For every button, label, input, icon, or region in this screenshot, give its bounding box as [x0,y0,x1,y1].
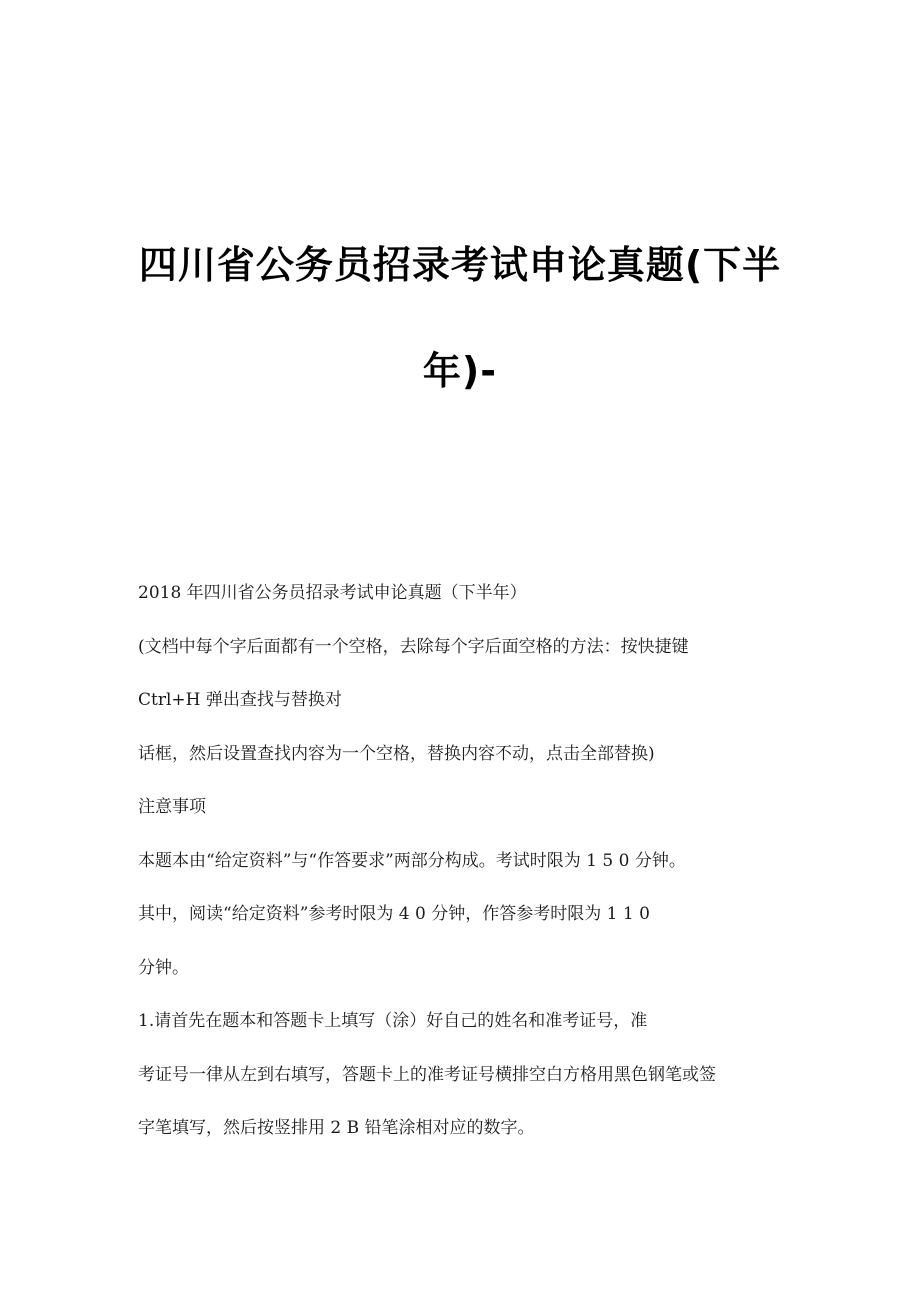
paragraph-rule-1-end: 字笔填写，然后按竖排用 2 B 铅笔涂相对应的数字。 [138,1118,535,1138]
paragraph-note-instructions: 话框，然后设置查找内容为一个空格，替换内容不动，点击全部替换) [138,743,655,764]
document-title-line-2: 年)- [422,349,498,393]
document-title [60,212,860,424]
paragraph-time-unit: 分钟。 [138,957,189,978]
paragraph-note-shortcut: Ctrl+H 弹出查找与替换对 [138,690,342,710]
document-body [138,578,778,1167]
paragraph-notice-heading: 注意事项 [138,797,206,817]
paragraph-rule-1: 1.请首先在题本和答题卡上填写（涂）好自己的姓名和准考证号，准 [138,1011,648,1031]
paragraph-note: (文档中每个字后面都有一个空格，去除每个字后面空格的方法：按快捷键 [138,636,689,657]
paragraph-time-allocation: 其中，阅读“给定资料”参考时限为 4 0 分钟，作答参考时限为 1 1 0 [138,904,650,924]
paragraph-heading-year: 2018 年四川省公务员招录考试申论真题（下半年） [138,583,527,603]
paragraph-exam-structure: 本题本由“给定资料”与“作答要求”两部分构成。考试时限为 1 5 0 分钟。 [138,850,686,871]
document-title-line-1: 四川省公务员招录考试申论真题(下半 [138,243,782,287]
paragraph-rule-1-continued: 考证号一律从左到右填写，答题卡上的准考证号横排空白方格用黑色钢笔或签 [138,1064,716,1085]
